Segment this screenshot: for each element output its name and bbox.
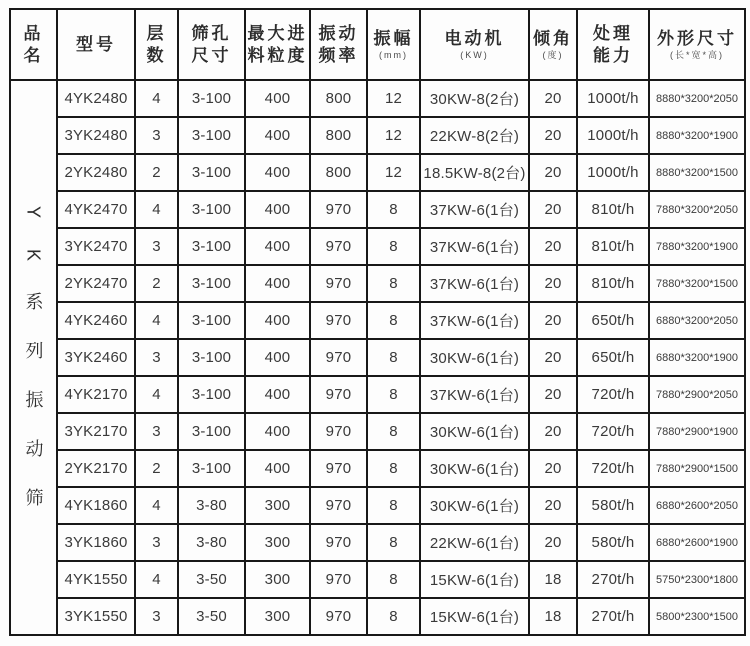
header-layers: 层 数 (135, 9, 178, 80)
cell-dimension: 6880*3200*2050 (649, 302, 745, 339)
cell-amplitude: 8 (367, 524, 420, 561)
cell-max-feed: 400 (245, 80, 310, 117)
cell-frequency: 800 (310, 154, 367, 191)
cell-capacity: 720t/h (577, 413, 649, 450)
table-header (10, 9, 745, 80)
cell-amplitude: 8 (367, 302, 420, 339)
cell-angle: 20 (529, 487, 577, 524)
table-row (10, 302, 745, 339)
cell-angle: 20 (529, 450, 577, 487)
cell-layers: 4 (135, 561, 178, 598)
cell-layers: 4 (135, 376, 178, 413)
cell-hole-size: 3-80 (178, 487, 245, 524)
table-row (10, 339, 745, 376)
cell-layers: 2 (135, 154, 178, 191)
cell-capacity: 580t/h (577, 487, 649, 524)
cell-frequency: 970 (310, 561, 367, 598)
header-angle: 倾角 (度) (529, 9, 577, 80)
cell-hole-size: 3-50 (178, 598, 245, 635)
cell-motor: 37KW-6(1台) (420, 302, 529, 339)
cell-motor: 30KW-6(1台) (420, 487, 529, 524)
cell-model: 3YK2170 (57, 413, 135, 450)
cell-capacity: 270t/h (577, 598, 649, 635)
cell-angle: 20 (529, 339, 577, 376)
cell-max-feed: 300 (245, 561, 310, 598)
cell-amplitude: 12 (367, 154, 420, 191)
cell-capacity: 1000t/h (577, 117, 649, 154)
cell-angle: 20 (529, 228, 577, 265)
header-motor-unit: (KW) (460, 49, 489, 60)
cell-frequency: 970 (310, 228, 367, 265)
header-product-name: 品 名 (10, 9, 57, 80)
cell-capacity: 580t/h (577, 524, 649, 561)
cell-hole-size: 3-80 (178, 524, 245, 561)
cell-layers: 3 (135, 524, 178, 561)
cell-frequency: 800 (310, 80, 367, 117)
cell-max-feed: 400 (245, 228, 310, 265)
cell-motor: 22KW-8(2台) (420, 117, 529, 154)
cell-layers: 4 (135, 80, 178, 117)
cell-model: 2YK2470 (57, 265, 135, 302)
cell-hole-size: 3-100 (178, 80, 245, 117)
cell-amplitude: 8 (367, 413, 420, 450)
cell-dimension: 8880*3200*2050 (649, 80, 745, 117)
table-row (10, 154, 745, 191)
header-row (10, 9, 745, 80)
cell-angle: 20 (529, 80, 577, 117)
cell-model: 4YK2480 (57, 80, 135, 117)
cell-max-feed: 300 (245, 598, 310, 635)
header-model: 型号 (57, 9, 135, 80)
cell-angle: 20 (529, 154, 577, 191)
cell-model: 3YK1550 (57, 598, 135, 635)
cell-model: 3YK2480 (57, 117, 135, 154)
header-dimension: 外形尺寸 (长*宽*高) (649, 9, 745, 80)
cell-model: 4YK1550 (57, 561, 135, 598)
cell-dimension: 7880*3200*1900 (649, 228, 745, 265)
header-frequency: 振动 频率 (310, 9, 367, 80)
cell-capacity: 810t/h (577, 228, 649, 265)
table-row (10, 117, 745, 154)
cell-motor: 37KW-6(1台) (420, 228, 529, 265)
product-name-cell (10, 80, 57, 635)
cell-layers: 3 (135, 413, 178, 450)
cell-hole-size: 3-100 (178, 117, 245, 154)
cell-motor: 18.5KW-8(2台) (420, 154, 529, 191)
cell-model: 4YK2170 (57, 376, 135, 413)
header-dimension-unit: (长*宽*高) (670, 49, 724, 60)
cell-dimension: 7880*2900*1500 (649, 450, 745, 487)
header-capacity: 处理 能力 (577, 9, 649, 80)
cell-angle: 20 (529, 117, 577, 154)
cell-frequency: 970 (310, 265, 367, 302)
spec-table (9, 8, 746, 636)
cell-hole-size: 3-50 (178, 561, 245, 598)
cell-dimension: 6880*3200*1900 (649, 339, 745, 376)
table-row (10, 228, 745, 265)
cell-max-feed: 300 (245, 524, 310, 561)
cell-amplitude: 8 (367, 228, 420, 265)
cell-capacity: 270t/h (577, 561, 649, 598)
cell-max-feed: 400 (245, 413, 310, 450)
cell-motor: 30KW-6(1台) (420, 450, 529, 487)
cell-hole-size: 3-100 (178, 450, 245, 487)
cell-model: 3YK2460 (57, 339, 135, 376)
cell-dimension: 5800*2300*1500 (649, 598, 745, 635)
table-row (10, 80, 745, 117)
cell-angle: 18 (529, 561, 577, 598)
cell-dimension: 8880*3200*1900 (649, 117, 745, 154)
cell-dimension: 6880*2600*1900 (649, 524, 745, 561)
cell-max-feed: 300 (245, 487, 310, 524)
cell-hole-size: 3-100 (178, 228, 245, 265)
cell-capacity: 650t/h (577, 302, 649, 339)
cell-layers: 4 (135, 302, 178, 339)
cell-frequency: 970 (310, 302, 367, 339)
cell-hole-size: 3-100 (178, 154, 245, 191)
cell-motor: 22KW-6(1台) (420, 524, 529, 561)
cell-amplitude: 12 (367, 80, 420, 117)
cell-layers: 3 (135, 117, 178, 154)
header-angle-unit: (度) (542, 49, 564, 60)
cell-hole-size: 3-100 (178, 265, 245, 302)
table-row (10, 598, 745, 635)
cell-motor: 37KW-6(1台) (420, 265, 529, 302)
header-hole-size: 筛孔 尺寸 (178, 9, 245, 80)
table-row (10, 376, 745, 413)
cell-angle: 20 (529, 376, 577, 413)
header-amplitude: 振幅 (mm) (367, 9, 420, 80)
cell-angle: 20 (529, 524, 577, 561)
cell-dimension: 6880*2600*2050 (649, 487, 745, 524)
cell-model: 4YK1860 (57, 487, 135, 524)
cell-layers: 2 (135, 450, 178, 487)
cell-capacity: 810t/h (577, 265, 649, 302)
cell-motor: 15KW-6(1台) (420, 598, 529, 635)
cell-max-feed: 400 (245, 117, 310, 154)
cell-frequency: 970 (310, 376, 367, 413)
cell-amplitude: 8 (367, 376, 420, 413)
cell-motor: 37KW-6(1台) (420, 191, 529, 228)
cell-layers: 4 (135, 191, 178, 228)
cell-max-feed: 400 (245, 154, 310, 191)
cell-layers: 4 (135, 487, 178, 524)
cell-capacity: 1000t/h (577, 154, 649, 191)
cell-frequency: 970 (310, 413, 367, 450)
cell-angle: 18 (529, 598, 577, 635)
cell-dimension: 8880*3200*1500 (649, 154, 745, 191)
cell-amplitude: 8 (367, 561, 420, 598)
cell-angle: 20 (529, 191, 577, 228)
cell-frequency: 970 (310, 191, 367, 228)
cell-motor: 15KW-6(1台) (420, 561, 529, 598)
cell-capacity: 720t/h (577, 376, 649, 413)
product-name-vertical: YK系列振动筛 (23, 205, 44, 537)
cell-hole-size: 3-100 (178, 339, 245, 376)
cell-motor: 37KW-6(1台) (420, 376, 529, 413)
cell-layers: 3 (135, 228, 178, 265)
cell-capacity: 810t/h (577, 191, 649, 228)
cell-amplitude: 12 (367, 117, 420, 154)
cell-layers: 3 (135, 339, 178, 376)
header-amplitude-unit: (mm) (379, 49, 408, 60)
cell-capacity: 1000t/h (577, 80, 649, 117)
cell-model: 2YK2170 (57, 450, 135, 487)
header-max-feed: 最大进 料粒度 (245, 9, 310, 80)
cell-amplitude: 8 (367, 191, 420, 228)
cell-frequency: 970 (310, 524, 367, 561)
header-motor: 电动机 (KW) (420, 9, 529, 80)
cell-capacity: 650t/h (577, 339, 649, 376)
cell-frequency: 970 (310, 598, 367, 635)
table-row (10, 561, 745, 598)
cell-amplitude: 8 (367, 598, 420, 635)
cell-dimension: 5750*2300*1800 (649, 561, 745, 598)
cell-model: 4YK2470 (57, 191, 135, 228)
cell-max-feed: 400 (245, 339, 310, 376)
cell-layers: 3 (135, 598, 178, 635)
cell-dimension: 7880*2900*1900 (649, 413, 745, 450)
cell-dimension: 7880*3200*2050 (649, 191, 745, 228)
cell-dimension: 7880*2900*2050 (649, 376, 745, 413)
cell-amplitude: 8 (367, 265, 420, 302)
cell-amplitude: 8 (367, 450, 420, 487)
cell-amplitude: 8 (367, 339, 420, 376)
cell-motor: 30KW-8(2台) (420, 80, 529, 117)
table-row (10, 487, 745, 524)
cell-frequency: 800 (310, 117, 367, 154)
table-row (10, 413, 745, 450)
cell-hole-size: 3-100 (178, 376, 245, 413)
cell-max-feed: 400 (245, 191, 310, 228)
cell-model: 2YK2480 (57, 154, 135, 191)
table-row (10, 265, 745, 302)
cell-motor: 30KW-6(1台) (420, 339, 529, 376)
cell-motor: 30KW-6(1台) (420, 413, 529, 450)
cell-dimension: 7880*3200*1500 (649, 265, 745, 302)
table-row (10, 450, 745, 487)
cell-frequency: 970 (310, 339, 367, 376)
cell-angle: 20 (529, 302, 577, 339)
table-row (10, 524, 745, 561)
table-body (10, 80, 745, 635)
cell-layers: 2 (135, 265, 178, 302)
cell-max-feed: 400 (245, 302, 310, 339)
cell-frequency: 970 (310, 450, 367, 487)
cell-amplitude: 8 (367, 487, 420, 524)
cell-model: 3YK1860 (57, 524, 135, 561)
cell-max-feed: 400 (245, 376, 310, 413)
cell-max-feed: 400 (245, 265, 310, 302)
cell-hole-size: 3-100 (178, 302, 245, 339)
table-row (10, 191, 745, 228)
cell-capacity: 720t/h (577, 450, 649, 487)
cell-hole-size: 3-100 (178, 191, 245, 228)
cell-model: 3YK2470 (57, 228, 135, 265)
cell-hole-size: 3-100 (178, 413, 245, 450)
cell-max-feed: 400 (245, 450, 310, 487)
cell-model: 4YK2460 (57, 302, 135, 339)
cell-angle: 20 (529, 413, 577, 450)
cell-angle: 20 (529, 265, 577, 302)
cell-frequency: 970 (310, 487, 367, 524)
